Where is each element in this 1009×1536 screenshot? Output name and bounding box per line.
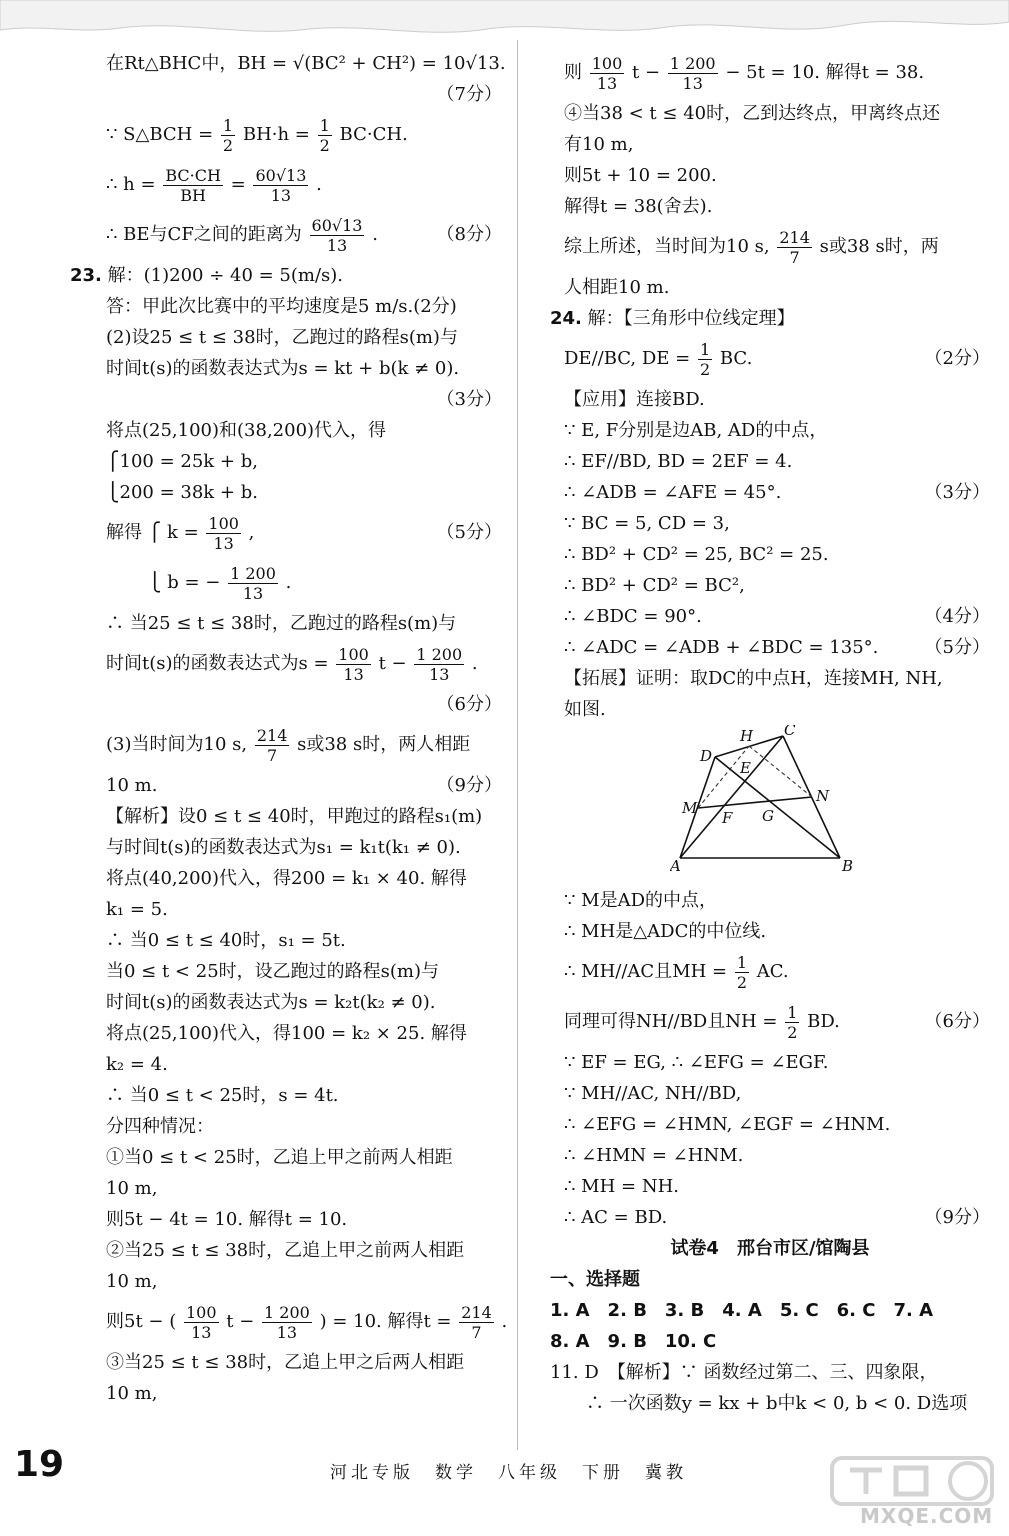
text-line: 解得 ⎧ k = $\frac{100}{13}$ , （5分） (70, 508, 502, 558)
text-line: ∴ h = $\frac{BC\cdot CH}{BH}$ = $\frac{60√13}{13}$ . (106, 165, 322, 205)
text-line: 分四种情况： (106, 1116, 214, 1137)
text-line: ∴ ∠HMN = ∠HNM. (564, 1145, 744, 1166)
equation-line: ⎧100 = 25k + b, (106, 451, 258, 472)
score: （6分） (924, 1011, 990, 1032)
text-line: 当0 ≤ t < 25时，设乙跑过的路程s(m)与 (106, 961, 439, 982)
page-number: 19 (14, 1444, 65, 1485)
text-line: ∵ EF = EG, ∴ ∠EFG = ∠EGF. (564, 1052, 829, 1073)
text-line: 时间t(s)的函数表达式为s = k₂t(k₂ ≠ 0). (106, 992, 436, 1013)
text-line: 则 $\frac{100}{13}$ t − $\frac{1 200}{13}$ − 5t = 10. 解得t = 38. (564, 53, 925, 93)
text-line: 将点(25,100)代入，得100 = k₂ × 25. 解得 (106, 1023, 467, 1044)
quadrilateral-diagram (670, 725, 870, 875)
label-E: E (740, 759, 751, 777)
text-line: ②当25 ≤ t ≤ 38时，乙追上甲之前两人相距 (106, 1240, 465, 1261)
text-line: k₂ = 4. (106, 1054, 168, 1075)
text-line: 人相距10 m. (564, 277, 670, 298)
text-line: ∴ AC = BD. （9分） (550, 1202, 990, 1233)
text-line: 【拓展】证明：取DC的中点H，连接MH, NH, (564, 668, 943, 689)
score: （3分） (436, 389, 502, 410)
text-line: (3)当时间为10 s, $\frac{214}{7}$ s或38 s时，两人相距 (106, 725, 471, 765)
text-line: 将点(40,200)代入，得200 = k₁ × 40. 解得 (106, 868, 467, 889)
text-line: ∴ 一次函数y = kx + b中k < 0, b < 0. D选项 (586, 1393, 968, 1414)
text-line: 时间t(s)的函数表达式为s = kt + b(k ≠ 0). (106, 358, 460, 379)
column-divider (517, 40, 518, 1450)
text-line: 则5t − 4t = 10. 解得t = 10. (106, 1209, 348, 1230)
fraction: $\frac{1}{2}$ (319, 115, 330, 155)
fraction: $\frac{1}{2}$ (222, 115, 234, 155)
fraction: $\frac{1}{2}$ (787, 1002, 798, 1042)
fraction: $\frac{214}{7}$ (461, 1302, 492, 1342)
answer-row: 11. D 【解析】∵ 函数经过第二、三、四象限， (550, 1362, 938, 1383)
score: （9分） (924, 1207, 990, 1228)
section-heading: 一、选择题 (550, 1269, 640, 1290)
score: （2分） (924, 348, 990, 369)
text-line: (2)设25 ≤ t ≤ 38时，乙跑过的路程s(m)与 (106, 327, 458, 348)
text-line: ∴ 当0 ≤ t < 25时，s = 4t. (106, 1085, 339, 1106)
text-line: 有10 m, (564, 134, 634, 155)
answer-row: 8. A 9. B 10. C (550, 1331, 717, 1352)
text-line: 则5t − ( $\frac{100}{13}$ t − $\frac{1 200}{13}$ ) = 10. 解得t = $\frac{214}{7}$ . (106, 1302, 508, 1342)
text-line (70, 384, 502, 415)
score: （9分） (436, 775, 502, 796)
text-line: ∴ BD² + CD² = 25, BC² = 25. (564, 544, 829, 565)
score: （5分） (436, 522, 502, 543)
score: （5分） (924, 637, 990, 658)
label-H: H (740, 727, 754, 745)
footer-text: 河北专版 数学 八年级 下册 冀教 (330, 1463, 687, 1483)
text-line: 10 m, (106, 1383, 158, 1404)
fraction: $\frac{60√13}{13}$ (255, 165, 307, 205)
question-24-header: 24. 解：【三角形中位线定理】 (550, 308, 795, 329)
text-line: ∴ 当25 ≤ t ≤ 38时，乙跑过的路程s(m)与 (106, 613, 457, 634)
fraction: $\frac{214}{7}$ (256, 725, 288, 765)
fraction: $\frac{BC\cdot CH}{BH}$ (165, 165, 221, 205)
fraction: $\frac{100}{13}$ (591, 53, 623, 93)
score: （4分） (924, 606, 990, 627)
question-23-header: 23. 解：(1)200 ÷ 40 = 5(m/s). (70, 265, 344, 286)
text-line: ∴ 当0 ≤ t ≤ 40时，s₁ = 5t. (106, 930, 346, 951)
text-line: 则5t + 10 = 200. (564, 165, 717, 186)
text-line: ③当25 ≤ t ≤ 38时，乙追上甲之后两人相距 (106, 1352, 465, 1373)
text-line (70, 689, 502, 720)
text-line: ∵ MH//AC, NH//BD, (564, 1083, 742, 1104)
text-line: ∴ ∠EFG = ∠HMN, ∠EGF = ∠HNM. (564, 1114, 891, 1135)
right-column (550, 48, 990, 1419)
score: （8分） (436, 224, 502, 245)
text-line: ∴ ∠ADB = ∠AFE = 45°. （3分） (550, 477, 990, 508)
text-line: 如图. (564, 699, 606, 720)
segment-AC (680, 736, 783, 858)
text-line: ∵ E, F分别是边AB, AD的中点， (564, 420, 828, 441)
label-M: M (682, 799, 698, 817)
text-line: ∴ EF//BD, BD = 2EF = 4. (564, 451, 793, 472)
text-line: ∴ ∠BDC = 90°. （4分） (550, 601, 990, 632)
text-line: ∵ M是AD的中点， (564, 890, 718, 911)
watermark-icon (826, 1454, 1006, 1510)
fraction: $\frac{1}{2}$ (736, 952, 748, 992)
score: （6分） (436, 694, 502, 715)
text-line: 【应用】连接BD. (564, 389, 705, 410)
label-A: A (670, 857, 681, 875)
fraction: $\frac{100}{13}$ (338, 644, 369, 684)
fraction: $\frac{1 200}{13}$ (230, 563, 276, 603)
text-line: 与时间t(s)的函数表达式为s₁ = k₁t(k₁ ≠ 0). (106, 837, 461, 858)
geometry-figure (550, 725, 990, 885)
label-C: C (784, 725, 796, 739)
segment-NH (749, 746, 812, 797)
answer-row: 1. A 2. B 3. B 4. A 5. C 6. C 7. A (550, 1300, 934, 1321)
label-G: G (762, 807, 774, 825)
text-line: 综上所述，当时间为10 s, $\frac{214}{7}$ s或38 s时，两 (564, 227, 939, 267)
left-column (70, 48, 508, 1409)
watermark-url: MXQE.COM (860, 1504, 994, 1528)
fraction: $\frac{60√13}{13}$ (311, 215, 363, 255)
label-B: B (842, 857, 854, 875)
text-line: ∵ S△BCH = $\frac{1}{2}$ BH·h = $\frac{1}{2}$ BC·CH. (106, 115, 408, 155)
text-line: DE//BC, DE = $\frac{1}{2}$ BC. （2分） (550, 334, 990, 384)
score: （7分） (436, 84, 502, 105)
text-line: ∴ MH是△ADC的中位线. (564, 921, 767, 942)
fraction: $\frac{1}{2}$ (699, 339, 711, 379)
text-line: ∵ BC = 5, CD = 3, (564, 513, 730, 534)
text-line: 10 m. （9分） (70, 770, 502, 801)
text-line: ∴ BE与CF之间的距离为 $\frac{60√13}{13}$ . （8分） (70, 210, 502, 260)
text-line: ∴ MH = NH. (564, 1176, 679, 1197)
fraction: $\frac{1 200}{13}$ (416, 644, 463, 684)
text-line: ∴ ∠ADC = ∠ADB + ∠BDC = 135°. （5分） (550, 632, 990, 663)
equation-line: ⎩200 = 38k + b. (106, 482, 258, 503)
segment-MN (698, 797, 812, 808)
text-line: 时间t(s)的函数表达式为s = $\frac{100}{13}$ t − $\frac{1 200}{13}$ . (106, 644, 478, 684)
label-D: D (700, 747, 713, 765)
text-line: ①当0 ≤ t < 25时，乙追上甲之前两人相距 (106, 1147, 453, 1168)
segment-BD (715, 757, 840, 858)
text-line: 答：甲此次比赛中的平均速度是5 m/s.(2分) (106, 296, 457, 317)
text-line: 同理可得NH//BD且NH = $\frac{1}{2}$ BD. （6分） (550, 997, 990, 1047)
text-line: ⎩ b = − $\frac{1 200}{13}$ . (148, 563, 292, 603)
torn-paper-edge (0, 0, 1009, 48)
text-line: ∴ MH//AC且MH = $\frac{1}{2}$ AC. (564, 952, 789, 992)
text-line: 10 m, (106, 1178, 158, 1199)
text-line (70, 79, 502, 110)
fraction: $\frac{100}{13}$ (185, 1302, 217, 1342)
label-N: N (816, 787, 830, 805)
question-number: 23. (70, 265, 102, 286)
text-line: 解得t = 38(舍去). (564, 196, 713, 217)
fraction: $\frac{1 200}{13}$ (669, 53, 716, 93)
text-line: ∴ BD² + CD² = BC², (564, 575, 745, 596)
label-F: F (722, 809, 733, 827)
fraction: $\frac{1 200}{13}$ (264, 1302, 310, 1342)
text-line: 在Rt△BHC中，BH = √(BC² + CH²) = 10√13. (106, 53, 506, 74)
text-line: k₁ = 5. (106, 899, 168, 920)
fraction: $\frac{100}{13}$ (208, 513, 239, 553)
score: （3分） (924, 482, 990, 503)
watermark-logo (826, 1454, 1006, 1530)
fraction: $\frac{214}{7}$ (779, 227, 810, 267)
text-line: 将点(25,100)和(38,200)代入，得 (106, 420, 387, 441)
text-line: 【解析】设0 ≤ t ≤ 40时，甲跑过的路程s₁(m) (106, 806, 483, 827)
section-title: 试卷4 邢台市区/馆陶县 (670, 1238, 870, 1259)
question-number: 24. (550, 308, 582, 329)
text-line: ④当38 < t ≤ 40时，乙到达终点，甲离终点还 (564, 103, 941, 124)
text-line: 10 m, (106, 1271, 158, 1292)
